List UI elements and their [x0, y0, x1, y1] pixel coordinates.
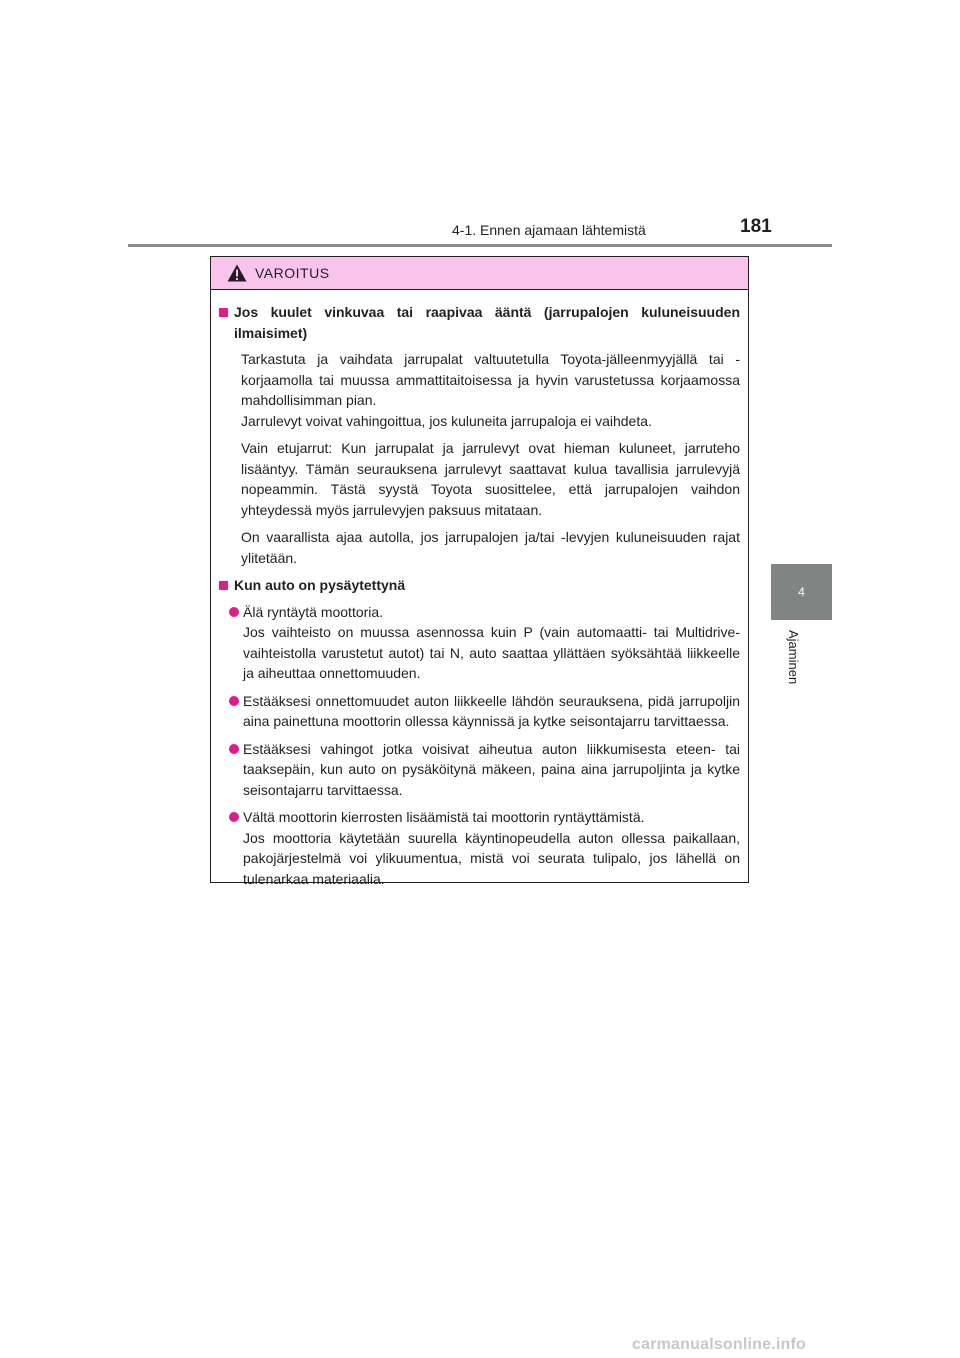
paragraph — [241, 527, 740, 568]
warning-box — [210, 256, 749, 887]
paragraph-line: Tarkastuta ja vaihdata jarrupalat valtuutetulla Toyota-jälleenmyyjällä tai -korjaamolla tai muussa ammattitaitoisessa ja hyvin varustetussa korjaamossa mahdollisimman pian. — [241, 351, 740, 408]
list-item — [229, 807, 740, 889]
watermark: carmanualsonline.info — [632, 1336, 807, 1353]
warning-triangle-icon — [227, 264, 247, 282]
list-item-text — [243, 739, 740, 801]
warning-title: VAROITUS — [255, 265, 330, 281]
section-title: 4-1. Ennen ajamaan lähtemistä — [452, 222, 646, 238]
list-item-text — [243, 602, 740, 684]
section-heading — [219, 575, 740, 596]
list-item — [229, 602, 740, 684]
header-divider — [128, 244, 832, 247]
list-item-text — [243, 807, 740, 889]
list-item-line: Jos moottoria käytetään suurella käyntinopeudella auton ollessa paikallaan, pakojärjestelmä voi ylikuumentua, mistä voi seurata tulipalo, jos lähellä on tulenarkaa materiaalia. — [243, 829, 740, 887]
round-bullet-icon — [229, 696, 239, 706]
list-item-line: Älä ryntäytä moottoria. — [243, 603, 384, 620]
chapter-title: Ajaminen — [786, 630, 801, 685]
round-bullet-icon — [229, 744, 239, 754]
page-number: 181 — [740, 216, 772, 237]
list-item — [229, 739, 740, 801]
list-item — [229, 691, 740, 732]
paragraph — [241, 438, 740, 520]
paragraph-line: Vain etujarrut: Kun jarrupalat ja jarrulevyt ovat hieman kuluneet, jarruteho lisääntyy. Tämän seurauksena jarrulevyt saattavat kulua tavallisia jarrulevyjä nopeammin. Tästä syystä Toyota suosittelee, että jarrupalojen vaihdon yhteydessä myös jarrulevyjen paksuus mitataan. — [241, 440, 740, 518]
list-item-line: Jos vaihteisto on muussa asennossa kuin P (vain automaatti- tai Multidrive-vaihteistolla varustetut autot) tai N, auto saattaa yllättäen syöksähtää liikkeelle ja aiheuttaa onnettomuuden. — [243, 624, 740, 681]
paragraph-line: Jarrulevyt voivat vahingoittua, jos kuluneita jarrupaloja ei vaihdeta. — [241, 412, 652, 429]
paragraph-line: On vaarallista ajaa autolla, jos jarrupalojen ja/tai -levyjen kuluneisuuden rajat ylitetään. — [241, 529, 740, 566]
list-item-line: Vältä moottorin kierrosten lisäämistä tai moottorin ryntäyttämistä. — [243, 809, 645, 825]
section-heading-text: Kun auto on pysäytettynä — [234, 577, 406, 593]
warning-body — [211, 290, 748, 889]
chapter-tab — [771, 564, 832, 620]
round-bullet-icon — [229, 812, 239, 822]
square-bullet-icon — [219, 308, 228, 317]
warning-header — [211, 257, 748, 290]
section-heading-text: Jos kuulet vinkuvaa tai raapivaa ääntä (jarrupalojen kuluneisuuden ilmaisimet) — [234, 304, 740, 341]
section-heading — [219, 302, 740, 343]
round-bullet-icon — [229, 607, 239, 617]
list-item-line: Estääksesi onnettomuudet auton liikkeelle lähdön seurauksena, pidä jarrupoljin aina painettuna moottorin ollessa käynnissä ja kytke seisontajarru tarvittaessa. — [243, 692, 740, 729]
square-bullet-icon — [219, 581, 228, 590]
paragraph — [241, 349, 740, 431]
chapter-number: 4 — [798, 585, 805, 599]
list-item-text — [243, 691, 740, 732]
list-item-line: Estääksesi vahingot jotka voisivat aiheutua auton liikkumisesta eteen- tai taaksepäin, kun auto on pysäköitynä mäkeen, paina aina jarrupoljinta ja kytke seisontajarru tarvittaessa. — [243, 740, 740, 798]
